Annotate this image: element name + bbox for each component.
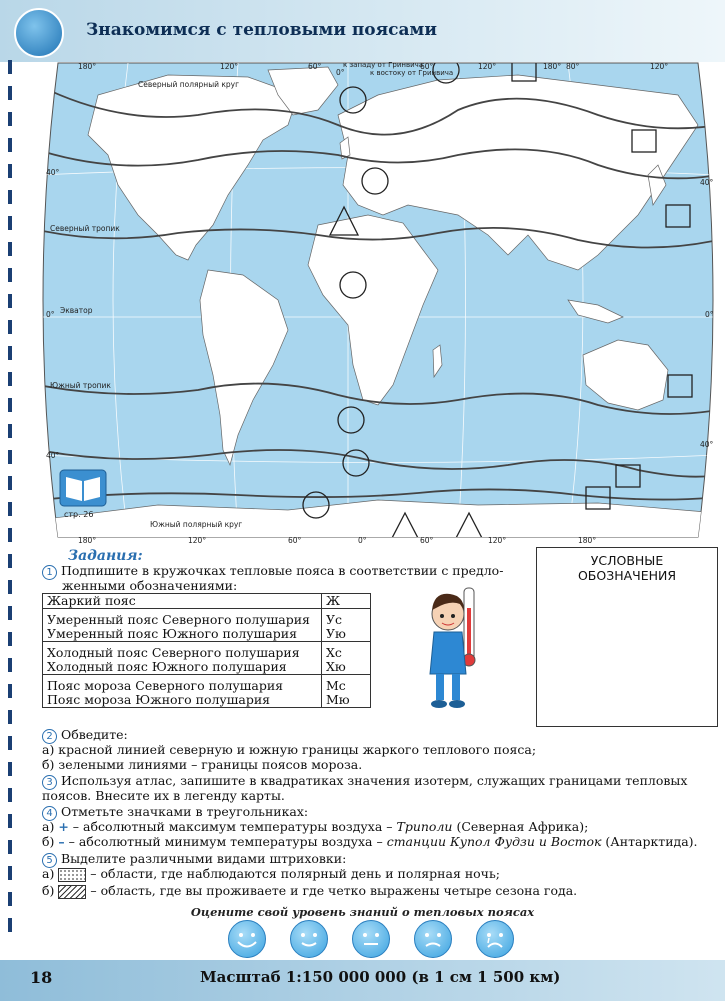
lat-right: 40° [700,178,714,187]
task-1-line1: Подпишите в кружочках тепловые пояса в соответствии с предло- [61,563,504,578]
task-5-a: а) – области, где наблюдаются полярный день и полярная ночь; [42,866,500,881]
self-evaluation-prompt: Оцените свой уровень знаний о тепловых поясах [190,905,535,919]
belt-code: Ус Ую [322,609,371,642]
map-legend-box[interactable] [536,547,718,727]
self-evaluation-faces [228,920,518,962]
label-equator: Экватор [60,306,93,315]
minus-sign: – [58,834,65,849]
world-map [38,55,718,545]
task-number: 4 [42,806,57,821]
lon-top: 60° [308,62,322,71]
globe-logo-icon [14,8,64,58]
tasks-title: Задания: [68,548,143,564]
task-number: 2 [42,729,57,744]
table-row [43,675,371,708]
lon-top: 80° [566,62,580,71]
page-title: Знакомимся с тепловыми поясами [86,20,437,40]
task-1-line2: женными обозначениями: [62,578,238,593]
plus-sign: + [58,819,69,834]
belts-table [42,593,371,708]
label-west-of-greenwich: к западу от Гринвича [343,61,424,69]
lat-left: 40° [46,451,60,460]
task-4: 4 Отметьте значками в треугольниках: [42,804,308,821]
lat-right: 0° [705,310,714,319]
belt-name: Пояс мороза Северного полушария Пояс мороза Южного полушария [43,675,322,708]
sad-face-icon[interactable] [414,920,452,958]
lon-bottom: 180° [578,536,597,545]
table-row [43,609,371,642]
lon-bottom: 120° [488,536,507,545]
lon-top: 180° [78,62,97,71]
lon-bottom: 120° [188,536,207,545]
crying-face-icon[interactable] [476,920,514,958]
task-2-b: б) зелеными линиями – границы поясов мороза. [42,757,363,772]
lon-bottom: 0° [358,536,367,545]
belt-name: Умеренный пояс Северного полушария Умеренный пояс Южного полушария [43,609,322,642]
task-2: 2 Обведите: [42,727,128,744]
dotted-hatch-swatch [58,868,86,882]
left-margin-dashes [8,60,12,940]
belt-code: Мс Мю [322,675,371,708]
lon-top: 120° [650,62,669,71]
neutral-face-icon[interactable] [352,920,390,958]
smile-face-icon[interactable] [290,920,328,958]
lon-bottom: 180° [78,536,97,545]
label-arctic-circle: Северный полярный круг [138,80,240,89]
lon-bottom: 60° [420,536,434,545]
task-4-a: а) + – абсолютный максимум температуры воздуха – Триполи (Северная Африка); [42,819,589,834]
lon-top: 180° [543,62,562,71]
page-number: 18 [30,968,53,987]
task-number: 3 [42,775,57,790]
task-2-a: а) красной линией северную и южную границы жаркого теплового пояса; [42,742,537,757]
label-south-tropic: Южный тропик [50,381,111,390]
lon-bottom: 60° [288,536,302,545]
big-smile-face-icon[interactable] [228,920,266,958]
lat-right: 40° [700,440,714,449]
lon-top: 60° [420,62,434,71]
map-scale: Масштаб 1:150 000 000 (в 1 см 1 500 км) [200,968,561,986]
task-3: 3 Используя атлас, запишите в квадратиках значения изотерм, служащих границами тепловых [42,773,687,790]
task-number: 5 [42,853,57,868]
lon-top: 120° [478,62,497,71]
legend-title: УСЛОВНЫЕ ОБОЗНАЧЕНИЯ [577,553,677,583]
diagonal-hatch-swatch [58,885,86,899]
atlas-ref-label: стр. 26 [64,510,94,519]
task-number: 1 [42,565,57,580]
lat-left: 0° [46,310,55,319]
label-north-tropic: Северный тропик [50,224,120,233]
girl-thermometer-illustration [420,578,490,713]
task-5-b: б) – область, где вы проживаете и где четко выражены четыре сезона года. [42,883,578,898]
task-5: 5 Выделите различными видами штриховки: [42,851,346,868]
belt-code: Ж [322,594,371,609]
task-3-line2: поясов. Внесите их в легенду карты. [42,788,285,803]
belt-name: Холодный пояс Северного полушария Холодный пояс Южного полушария [43,642,322,675]
table-row [43,642,371,675]
lon-top: 120° [220,62,239,71]
page-header [0,0,725,62]
task-4-b: б) – – абсолютный минимум температуры воздуха – станции Купол Фудзи и Восток (Антарктида). [42,834,698,849]
lat-left: 40° [46,168,60,177]
belt-code: Хс Хю [322,642,371,675]
belt-name: Жаркий пояс [43,594,322,609]
label-east-of-greenwich: к востоку от Гринвича [370,69,454,77]
label-antarctic-circle: Южный полярный круг [150,520,243,529]
lon-top: 0° [336,68,345,77]
table-row [43,594,371,609]
